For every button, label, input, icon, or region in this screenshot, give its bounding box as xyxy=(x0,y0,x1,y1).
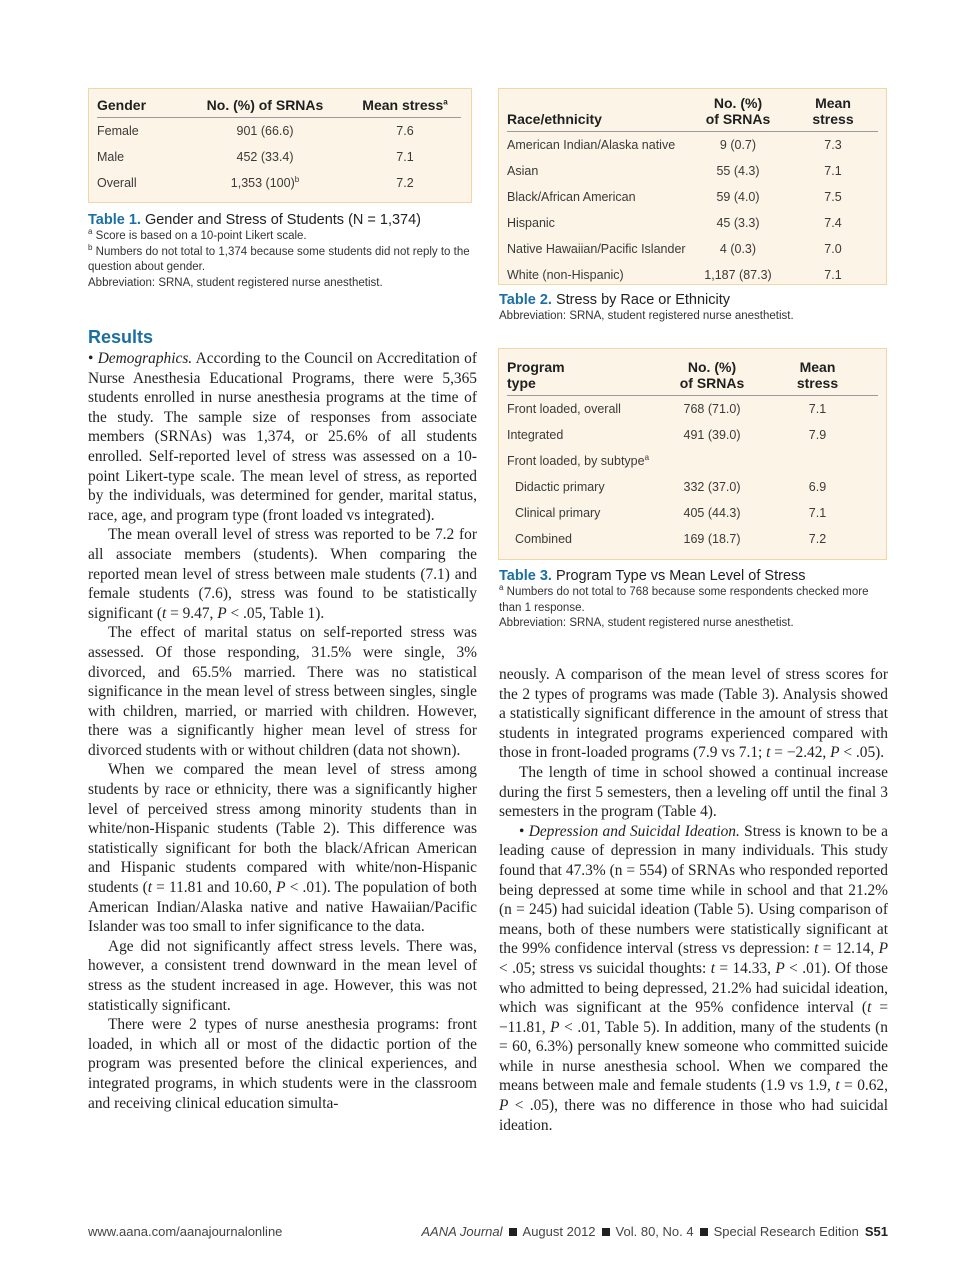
body-paragraph: neously. A comparison of the mean level of stress scores for the 2 types of programs was made (Table 3). Analysis showed a statistically significant difference in the amount of stress that students in integrated programs experienced compared with those in front-loaded programs (7.9 vs 7.1; t = −2.42, P < .05). xyxy=(499,666,888,762)
table-cell-mean: 7.1 xyxy=(824,267,842,282)
footer-edition: Special Research Edition xyxy=(713,1224,859,1239)
table-1-header-mean xyxy=(349,97,461,118)
table-note-text: Abbreviation: SRNA, student registered nurse anesthetist. xyxy=(499,617,794,629)
table-2-header-race: Race/ethnicity xyxy=(507,95,688,132)
table-row xyxy=(507,422,878,448)
table-row xyxy=(507,262,878,288)
footer-date: August 2012 xyxy=(522,1224,596,1239)
table-cell-mean: 7.5 xyxy=(824,189,842,204)
table-3-header-program xyxy=(507,359,667,396)
table-note xyxy=(499,585,889,616)
footnote-marker: b xyxy=(294,174,300,184)
footer-journal-info xyxy=(421,1224,888,1239)
table-note-text: Abbreviation: SRNA, student registered nurse anesthetist. xyxy=(88,276,383,289)
table-cell-label: Overall xyxy=(97,175,137,190)
table-cell-mean: 7.4 xyxy=(824,215,842,230)
table-cell-mean: 7.1 xyxy=(396,149,414,164)
table-cell-count xyxy=(667,448,757,474)
table-cell-count: 768 (71.0) xyxy=(683,401,741,416)
table-note xyxy=(88,242,478,276)
table-cell-mean: 6.9 xyxy=(808,479,827,494)
footnote-marker: a xyxy=(499,583,504,593)
table-3-header-count-line2: of SRNAs xyxy=(679,375,745,391)
table-3-header-count xyxy=(667,359,757,396)
table-row xyxy=(507,474,878,500)
footer-square-icon xyxy=(602,1228,610,1236)
table-note-text: Numbers do not total to 768 because some respondents checked more than 1 response. xyxy=(499,586,869,614)
table-3-header-mean-line1: Mean xyxy=(799,359,836,375)
table-1-header-sup: a xyxy=(443,97,448,107)
table-cell-label: Integrated xyxy=(507,427,564,442)
table-2-note: Abbreviation: SRNA, student registered nurse anesthetist. xyxy=(499,310,794,322)
table-cell-label: Female xyxy=(97,123,139,138)
table-1-caption-label: Table 1. xyxy=(88,212,141,228)
table-row xyxy=(97,144,461,170)
footer-square-icon xyxy=(509,1228,517,1236)
body-paragraph: • Demographics. According to the Council on Accreditation of Nurse Anesthesia Educational Programs, there were 5,365 students enrolled in nurse anesthesia programs at the time of the study. The sample size of responses from associate members (SRNAs) was 1,374, or 25.6% of all students enrolled. Self-reported level of stress was assessed on a 10-point Likert-type scale. The mean level of stress, as reported by the individuals, was determined for gender, marital status, race, age, and program type (front loaded vs integrated). xyxy=(88,350,477,524)
body-paragraph: The mean overall level of stress was reported to be 7.2 for all associate members (students). When comparing the reported mean level of stress between male students (7.1) and female students (7.6), stress was found to be statistically significant (t = 9.47, P < .05, Table 1). xyxy=(88,526,477,622)
table-row xyxy=(507,448,878,474)
left-column-text xyxy=(88,349,477,1113)
table-cell-count: 901 (66.6) xyxy=(236,123,294,138)
table-cell-count: 9 (0.7) xyxy=(719,137,757,152)
table-1-caption xyxy=(88,211,478,291)
body-paragraph: • Depression and Suicidal Ideation. Stress is known to be a leading cause of depression in many individuals. This study found that 47.3% (n = 554) of SRNAs who responded reported being depressed at some time while in school and that 21.2% (n = 245) had suicidal ideation (Table 5). Using comparison of means, both of these numbers were statistically significant at the 99% confidence interval (stress vs depression: t = 12.14, P < .05; stress vs suicidal thoughts: t = 14.33, P < .01). Of those who admitted to being depressed, 21.2% had suicidal ideation, which was significant at the 95% confidence interval (t = −11.81, P < .01, Table 5). In addition, many of the students (n = 60, 6.3%) personally knew someone who committed suicide while in nurse anesthesia school. When we compared the means between male and female students (1.9 vs 1.9, t = 0.62, P < .05), there was no difference in those who had suicidal ideation. xyxy=(499,822,889,1134)
footnote-marker: a xyxy=(644,452,650,462)
table-note-text: Score is based on a 10-point Likert scale. xyxy=(95,230,307,242)
table-note-text: Numbers do not total to 1,374 because some students did not reply to the question about gender. xyxy=(88,245,470,273)
table-3-header-count-line1: No. (%) xyxy=(687,359,737,375)
table-cell-mean: 7.1 xyxy=(824,163,842,178)
table-row xyxy=(507,396,878,422)
table-2-caption xyxy=(499,291,889,325)
table-row xyxy=(507,184,878,210)
table-cell-mean: 7.3 xyxy=(824,137,842,152)
table-cell-label: Male xyxy=(97,149,125,164)
table-2-header-count-line2: of SRNAs xyxy=(705,111,771,127)
right-column-text xyxy=(499,665,888,1135)
body-paragraph: The length of time in school showed a continual increase during the first 5 semesters, then a leveling off until the final 3 semesters in the program (Table 4). xyxy=(499,763,888,821)
table-cell-label: Front loaded, overall xyxy=(507,401,621,416)
table-3-header-mean xyxy=(757,359,878,396)
results-heading: Results xyxy=(88,327,154,347)
table-cell-label: Asian xyxy=(507,163,539,178)
table-cell-count: 45 (3.3) xyxy=(716,215,760,230)
footer-url[interactable]: www.aana.com/aanajournalonline xyxy=(88,1224,283,1239)
table-1 xyxy=(88,88,472,203)
table-1-caption-text: Gender and Stress of Students (N = 1,374) xyxy=(144,212,422,228)
table-cell-count: 452 (33.4) xyxy=(236,149,294,164)
footer-square-icon xyxy=(700,1228,708,1236)
table-cell-label: White (non-Hispanic) xyxy=(507,267,624,282)
table-3 xyxy=(498,348,887,560)
table-cell-mean: 7.9 xyxy=(808,427,827,442)
table-row xyxy=(507,210,878,236)
table-2-grid xyxy=(507,95,878,288)
table-3-header-mean-line2: stress xyxy=(796,375,839,391)
footer-volume: Vol. 80, No. 4 xyxy=(615,1224,694,1239)
table-cell-mean: 7.0 xyxy=(824,241,842,256)
table-row xyxy=(507,132,878,158)
body-paragraph: When we compared the mean level of stress among students by race or ethnicity, there was a significantly higher level of perceived stress among minority students than in white/non-Hispanic students (Table 2). This difference was statistically significant for both the black/African American and Hispanic students compared with white/non-Hispanic students (t = 11.81 and 10.60, P < .01). The population of both American Indian/Alaska native and native Hawaiian/Pacific Islander was too small to infer significance to the data. xyxy=(88,761,477,936)
table-2-caption-label: Table 2. xyxy=(499,292,552,308)
table-cell-mean: 7.6 xyxy=(396,123,414,138)
table-cell-count: 1,187 (87.3) xyxy=(704,267,772,282)
table-row xyxy=(507,236,878,262)
footnote-marker: a xyxy=(88,227,93,237)
table-cell-count: 55 (4.3) xyxy=(716,163,760,178)
table-1-header-mean-label: Mean stress xyxy=(362,97,444,113)
table-note xyxy=(88,229,478,245)
table-3-grid xyxy=(507,359,878,552)
table-row xyxy=(507,158,878,184)
table-2-header-mean-line2: stress xyxy=(812,111,854,127)
footer-page-number: S51 xyxy=(864,1224,888,1239)
table-row xyxy=(97,118,461,144)
table-1-header-gender: Gender xyxy=(97,97,181,118)
table-1-grid xyxy=(97,97,461,196)
table-cell-count: 169 (18.7) xyxy=(683,531,741,546)
table-2-header-mean xyxy=(788,95,878,132)
table-cell-label: Didactic primary xyxy=(515,479,605,494)
table-cell-count: 59 (4.0) xyxy=(716,189,760,204)
table-cell-count: 332 (37.0) xyxy=(683,479,741,494)
table-note xyxy=(499,616,889,632)
table-cell-mean: 7.1 xyxy=(808,401,827,416)
table-3-header-program-line1: Program xyxy=(507,359,565,375)
table-cell-mean xyxy=(757,448,878,474)
table-cell-count: 1,353 $(100)^b$ xyxy=(230,174,300,190)
table-cell-label: Black/African American xyxy=(507,189,636,204)
footer-journal-name: AANA Journal xyxy=(421,1224,503,1239)
table-cell-label: Front loaded, by subtype$^a$ xyxy=(507,452,650,468)
table-1-header-count: No. (%) of SRNAs xyxy=(181,97,349,118)
table-cell-count: 4 (0.3) xyxy=(719,241,757,256)
footnote-marker: b xyxy=(88,242,93,252)
table-2-header-count xyxy=(688,95,788,132)
table-2-header-mean-line1: Mean xyxy=(815,95,851,111)
table-cell-label: Hispanic xyxy=(507,215,555,230)
table-row xyxy=(507,526,878,552)
body-paragraph: Age did not significantly affect stress levels. There was, however, a consistent trend downward in the mean level of stress as the student increased in age. However, this was not statistically significant. xyxy=(88,937,477,1014)
table-2-header-count-line1: No. (%) xyxy=(713,95,763,111)
body-paragraph: There were 2 types of nurse anesthesia programs: front loaded, in which all or most of the didactic portion of the program was presented before the clinical experiences, and integrated programs, in which students were in the classroom and receiving clinical education simulta- xyxy=(88,1016,477,1112)
table-cell-count: 405 (44.3) xyxy=(683,505,741,520)
table-cell-label: Combined xyxy=(515,531,572,546)
table-3-caption xyxy=(499,567,889,632)
table-cell-count: 491 (39.0) xyxy=(683,427,741,442)
table-note xyxy=(88,276,478,292)
table-2-caption-text: Stress by Race or Ethnicity xyxy=(555,292,731,308)
table-cell-label: American Indian/Alaska native xyxy=(507,137,676,152)
table-3-caption-label: Table 3. xyxy=(499,568,552,584)
table-row xyxy=(97,170,461,196)
table-cell-label: Clinical primary xyxy=(515,505,601,520)
table-row xyxy=(507,500,878,526)
table-cell-mean: 7.1 xyxy=(808,505,827,520)
table-cell-label: Native Hawaiian/Pacific Islander xyxy=(507,241,686,256)
table-2 xyxy=(498,88,887,285)
table-3-caption-text: Program Type vs Mean Level of Stress xyxy=(555,568,806,584)
table-cell-mean: 7.2 xyxy=(396,175,414,190)
body-paragraph: The effect of marital status on self-reported stress was assessed. Of those responding, 31.5% were single, 3% divorced, and 65.5% married. There was no statistical significance in the mean level of stress between singles, single with children, married, or married with children. However, there was a significantly higher mean level of stress for divorced students with or without children (data not shown). xyxy=(88,624,477,759)
table-cell-mean: 7.2 xyxy=(808,531,827,546)
table-3-header-program-line2: type xyxy=(507,375,536,391)
